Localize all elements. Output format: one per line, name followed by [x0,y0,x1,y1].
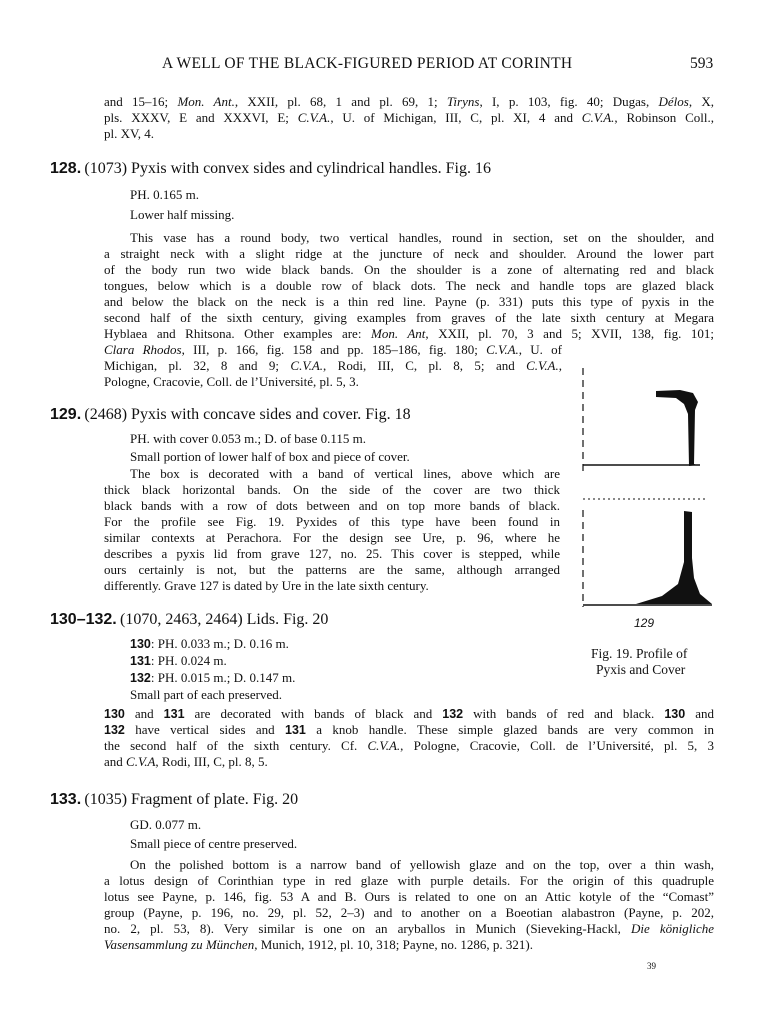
entry-133-body-line: a lotus design of Corinthian type in red glaze with purple details. For the origin of this quadruple [104,873,714,888]
entry-129-body-line: similar contexts at Perachora. For the design see Ure, p. 96, where he [104,530,560,545]
entry-129-body-line: thick black horizontal bands. On the side of the cover are two thick [104,482,560,497]
entry-number: 129. [50,406,82,423]
entry-128-body-line: Clara Rhodos, III, p. 166, fig. 158 and pp. 185–186, fig. 180; C.V.A., U. of [104,342,563,357]
entry-133-body-line: group (Payne, p. 196, no. 29, pl. 52, 2–3) and to another on a Boeotian alabastron (Payne, p. 202, [104,905,714,920]
cover-profile [656,390,698,466]
entry-title: (2468) Pyxis with concave sides and cover. Fig. 18 [84,406,411,423]
entry-128-body-line: second half of the sixth century, giving examples from graves of the late sixth century at Megara [104,310,714,325]
entry-title: (1070, 2463, 2464) Lids. Fig. 20 [119,611,329,628]
entry-129-dims: PH. with cover 0.053 m.; D. of base 0.115 m. [130,431,367,446]
entry-130-body-line: and C.V.A, Rodi, III, C, pl. 8, 5. [104,754,268,769]
entry-133-gd: GD. 0.077 m. [130,817,202,832]
entry-128-body-line: and below the black on the neck is a thin red line. Payne (p. 331) puts this type of pyxis in the [104,294,714,309]
entry-133-body-line: no. 2, pl. 53, 8). Very similar is one on an aryballos in Munich (Sieveking-Hackl, Die königliche [104,921,715,936]
entry-130-body-line: the second half of the sixth century. Cf. C.V.A., Pologne, Cracovie, Coll. de l’Université, pl. 5, 3 [104,738,714,753]
entry-number: 128. [50,160,82,177]
entry-128-body-line: a straight neck with a slight ridge at the juncture of neck and shoulder. Around the lower part [104,246,714,261]
intro-line-2: pls. XXXV, E and XXXVI, E; C.V.A., U. of Michigan, III, C, pl. XI, 4 and C.V.A., Robinson Coll., [104,110,714,125]
box-profile [636,511,712,604]
entry-number: 130–132. [50,611,117,628]
entry-129-body-line: differently. Grave 127 is dated by Ure in the late sixth century. [104,578,429,593]
entry-title: (1035) Fragment of plate. Fig. 20 [84,791,299,808]
figure-caption: Fig. 19. Profile of [591,646,688,661]
signature-mark: 39 [647,961,656,971]
entry-133-body-line: On the polished bottom is a narrow band of yellowish glaze and on the top, over a thin wash, [130,857,714,872]
running-title: A WELL OF THE BLACK-FIGURED PERIOD AT CORINTH [162,55,573,72]
entry-130-body-line: 130 and 131 are decorated with bands of black and 132 with bands of red and black. 130 and [104,706,714,721]
entry-128-body-line: Pologne, Cracovie, Coll. de l’Université, pl. 5, 3. [104,374,359,389]
entry-129-body-line: describes a pyxis lid from grave 127, no. 25. This cover is stepped, while [104,546,560,561]
entry-129-body-line: ours certainly is not, but the patterns are the same, although arranged [104,562,560,577]
entry-number: 133. [50,791,82,808]
entry-128-body-line: of the body run two wide black bands. On the shoulder is a zone of alternating red and black [104,262,714,277]
entry-128-ph: PH. 0.165 m. [130,187,199,202]
entry-129-body-line: black bands with a row of dots between and on top more bands of black. [104,498,560,513]
entry-129-body-line: The box is decorated with a band of vertical lines, above which are [130,466,560,481]
profile-drawing [576,362,716,612]
figure-caption: Pyxis and Cover [596,662,686,677]
entry-128-body-line: Michigan, pl. 32, 8 and 9; C.V.A., Rodi, III, C, pl. 8, 5; and C.V.A., [104,358,562,373]
entry-133-heading [50,790,298,810]
entry-130-heading [50,610,328,630]
entry-129-heading [50,405,411,425]
entry-129-state: Small portion of lower half of box and piece of cover. [130,449,410,464]
lid-dim-row: 132: PH. 0.015 m.; D. 0.147 m. [130,670,296,685]
entry-128-body-line: tongues, below which is a double row of black dots. The neck and handle tops are glazed black [104,278,714,293]
page-number: 593 [690,55,714,72]
intro-line-3: pl. XV, 4. [104,126,154,141]
lid-dim-row: 131: PH. 0.024 m. [130,653,227,668]
entry-128-heading [50,159,491,179]
lid-dim-row: 130: PH. 0.033 m.; D. 0.16 m. [130,636,289,651]
entry-133-state: Small piece of centre preserved. [130,836,298,851]
entry-129-body-line: For the profile see Fig. 19. Pyxides of this type have been found in [104,514,560,529]
entry-128-body-line: Hyblaea and Rhitsona. Other examples are: Mon. Ant, XXII, pl. 70, 3 and 5; XVII, 138, fig. 101; [104,326,714,341]
entry-133-body-line: lotus see Payne, p. 146, fig. 53 A and B. Ours is related to one on an Attic kotyle of the “Comast” [104,889,714,904]
entry-130-body-line: 132 have vertical sides and 131 a knob handle. These simple glazed bands are very common in [104,722,714,737]
figure-label: 129 [634,616,655,630]
entry-133-body-line: Vasensammlung zu München, Munich, 1912, pl. 10, 318; Payne, no. 1286, p. 321). [104,937,533,952]
entry-130-state: Small part of each preserved. [130,687,282,702]
entry-title: (1073) Pyxis with convex sides and cylindrical handles. Fig. 16 [84,160,491,177]
entry-128-body-line: This vase has a round body, two vertical handles, round in section, set on the shoulder, and [130,230,714,245]
entry-128-state: Lower half missing. [130,207,235,222]
intro-line-1: and 15–16; Mon. Ant., XXII, pl. 68, 1 and pl. 69, 1; Tiryns, I, p. 103, fig. 40; Dugas, Délos, X, [104,94,714,109]
